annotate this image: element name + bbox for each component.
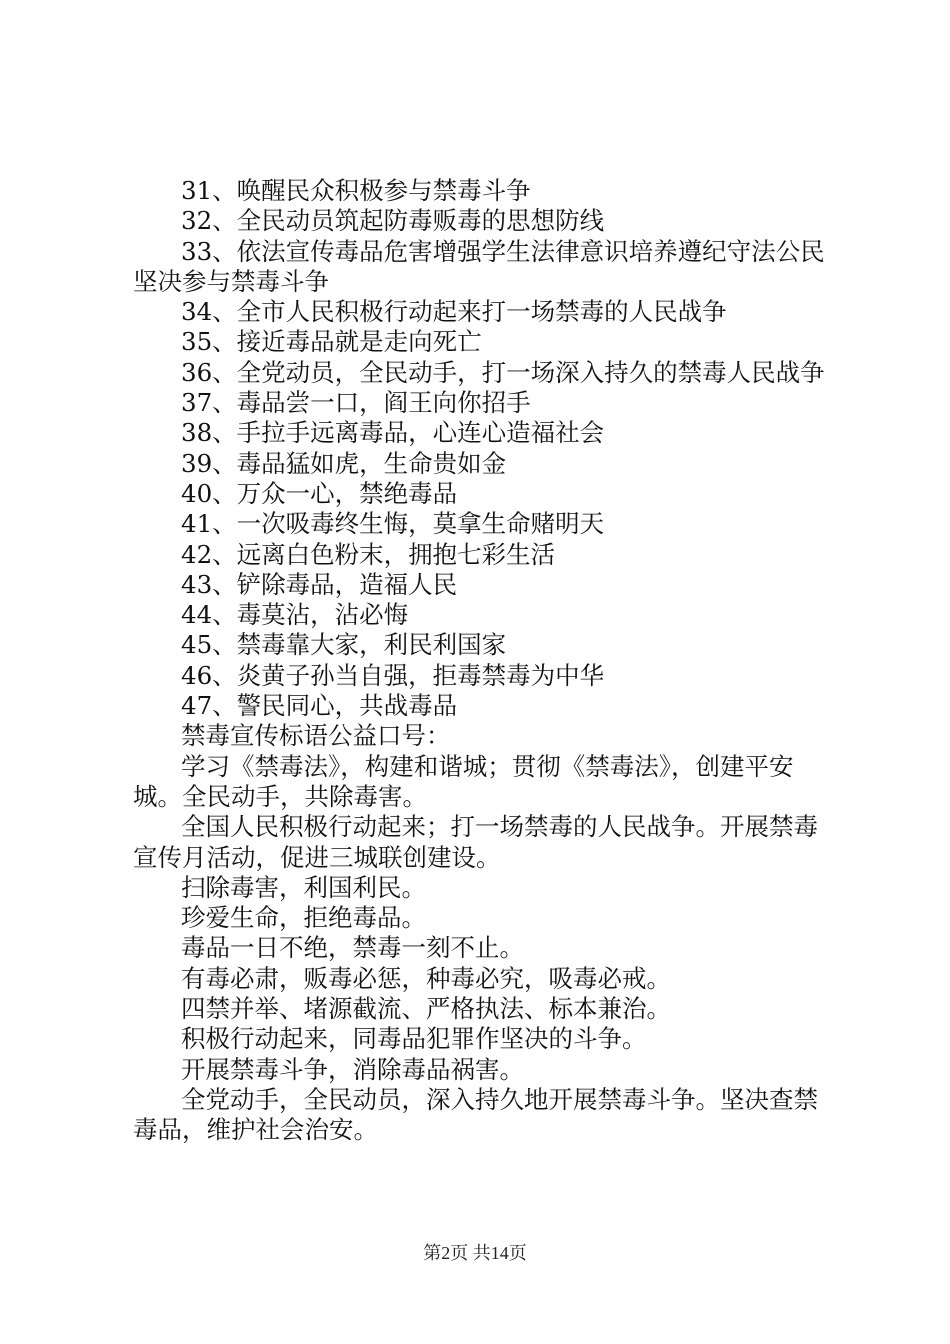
section-heading: 禁毒宣传标语公益口号： [181,721,451,751]
paragraph: 44、毒莫沾，沾必悔 [181,600,409,630]
paragraph: 四禁并举、堵源截流、严格执法、标本兼治。 [181,994,671,1024]
paragraph: 毒品一日不绝，禁毒一刻不止。 [181,933,524,963]
paragraph: 42、远离白色粉末，拥抱七彩生活 [181,539,556,569]
paragraph: 34、全市人民积极行动起来打一场禁毒的人民战争 [181,297,727,327]
paragraph: 35、接近毒品就是走向死亡 [181,327,482,357]
paragraph: 学习《禁毒法》，构建和谐城；贯彻《禁毒法》，创建平安城。全民动手，共除毒害。 [133,751,794,811]
paragraph: 36、全党动员，全民动手，打一场深入持久的禁毒人民战争 [181,357,825,387]
paragraph: 38、手拉手远离毒品，心连心造福社会 [181,418,605,448]
paragraph: 40、万众一心，禁绝毒品 [181,478,458,508]
paragraph: 31、唤醒民众积极参与禁毒斗争 [181,176,531,205]
paragraph: 37、毒品尝一口，阎王向你招手 [181,388,531,418]
paragraph: 32、全民动员筑起防毒贩毒的思想防线 [181,206,605,236]
paragraph: 43、铲除毒品，造福人民 [181,569,458,599]
paragraph: 全国人民积极行动起来；打一场禁毒的人民战争。开展禁毒宣传月活动，促进三城联创建设。 [133,812,818,872]
paragraph: 45、禁毒靠大家，利民利国家 [181,630,507,660]
paragraph: 有毒必肃，贩毒必惩，种毒必究，吸毒必戒。 [181,963,671,993]
page-number-footer: 第2页 共14页 [423,1243,527,1263]
paragraph: 珍爱生命，拒绝毒品。 [181,903,426,933]
paragraph: 41、一次吸毒终生悔，莫拿生命赌明天 [181,509,605,539]
paragraph: 开展禁毒斗争，消除毒品祸害。 [181,1054,524,1084]
paragraph: 47、警民同心，共战毒品 [181,691,458,721]
paragraph: 积极行动起来，同毒品犯罪作坚决的斗争。 [181,1024,647,1054]
paragraph: 46、炎黄子孙当自强，拒毒禁毒为中华 [181,660,605,690]
paragraph: 39、毒品猛如虎，生命贵如金 [181,448,507,478]
paragraph: 全党动手，全民动员，深入持久地开展禁毒斗争。坚决查禁毒品，维护社会治安。 [133,1084,818,1145]
paragraph: 33、依法宣传毒品危害增强学生法律意识培养遵纪守法公民坚决参与禁毒斗争 [133,236,825,296]
document-body [133,176,833,1146]
paragraph: 扫除毒害，利国利民。 [181,872,426,902]
